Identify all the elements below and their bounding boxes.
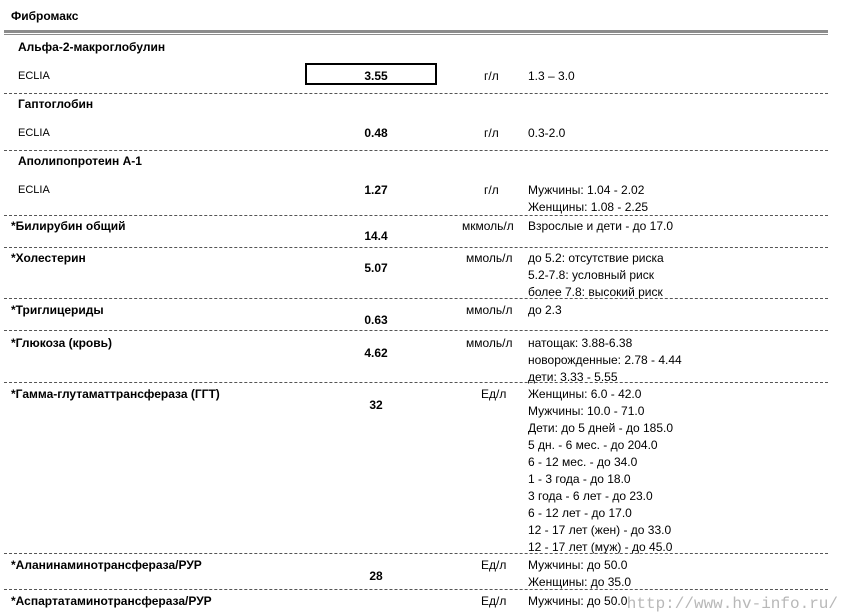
test-method: ECLIA xyxy=(18,127,50,139)
test-reference: Мужчины: 10.0 - 71.0 xyxy=(528,404,645,418)
test-value: 14.4 xyxy=(364,229,388,243)
row-separator xyxy=(4,215,828,216)
test-value: 28 xyxy=(369,569,383,583)
test-name: *Аспартатаминотрансфераза/РУР xyxy=(11,594,212,608)
test-name: *Триглицериды xyxy=(11,303,104,317)
test-method: ECLIA xyxy=(18,184,50,196)
watermark: http://www.hv-info.ru/ xyxy=(626,595,838,613)
report-title: Фибромакс xyxy=(11,9,79,23)
test-unit: ммоль/л xyxy=(466,303,513,317)
test-name: *Глюкоза (кровь) xyxy=(11,336,112,350)
row-separator xyxy=(4,93,828,94)
test-unit: ммоль/л xyxy=(466,336,513,350)
row-separator xyxy=(4,382,828,383)
test-reference: 5.2-7.8: условный риск xyxy=(528,268,654,282)
test-reference: новорожденные: 2.78 - 4.44 xyxy=(528,353,682,367)
row-separator xyxy=(4,150,828,151)
row-separator xyxy=(4,553,828,554)
row-separator xyxy=(4,330,828,331)
test-reference: 0.3-2.0 xyxy=(528,126,566,140)
row-separator xyxy=(4,589,828,590)
test-reference: 12 - 17 лет (муж) - до 45.0 xyxy=(528,540,673,554)
row-separator xyxy=(4,298,828,299)
test-reference: дети: 3.33 - 5.55 xyxy=(528,370,618,384)
test-reference: Дети: до 5 дней - до 185.0 xyxy=(528,421,673,435)
test-reference: 6 - 12 мес. - до 34.0 xyxy=(528,455,638,469)
test-unit: Ед/л xyxy=(481,558,507,572)
test-reference: более 7.8: высокий риск xyxy=(528,285,663,299)
test-reference: 5 дн. - 6 мес. - до 204.0 xyxy=(528,438,658,452)
test-value: 0.48 xyxy=(364,126,388,140)
test-reference: 3 года - 6 лет - до 23.0 xyxy=(528,489,653,503)
test-reference: 1 - 3 года - до 18.0 xyxy=(528,472,631,486)
test-value: 4.62 xyxy=(364,346,388,360)
test-reference: до 2.3 xyxy=(528,303,562,317)
test-value: 0.63 xyxy=(364,313,388,327)
test-value: 3.55 xyxy=(364,69,388,83)
test-reference: до 5.2: отсутствие риска xyxy=(528,251,664,265)
test-reference: Мужчины: 1.04 - 2.02 xyxy=(528,183,645,197)
test-unit: г/л xyxy=(484,126,499,140)
row-separator xyxy=(4,247,828,248)
test-name: *Гамма-глутаматтрансфераза (ГГТ) xyxy=(11,387,220,401)
header-rule-thin xyxy=(4,34,828,35)
header-rule xyxy=(4,30,828,33)
test-name: Альфа-2-макроглобулин xyxy=(18,40,166,54)
test-reference: Мужчины: до 50.0 xyxy=(528,558,628,572)
test-value: 32 xyxy=(369,398,383,412)
test-value: 1.27 xyxy=(364,183,388,197)
test-unit: г/л xyxy=(484,69,499,83)
test-reference: Мужчины: до 50.0 xyxy=(528,594,628,608)
test-method: ECLIA xyxy=(18,70,50,82)
test-reference: 12 - 17 лет (жен) - до 33.0 xyxy=(528,523,672,537)
test-unit: мкмоль/л xyxy=(462,219,514,233)
test-name: Аполипопротеин А-1 xyxy=(18,154,142,168)
test-reference: 1.3 – 3.0 xyxy=(528,69,575,83)
test-reference: Взрослые и дети - до 17.0 xyxy=(528,219,674,233)
test-unit: Ед/л xyxy=(481,387,507,401)
test-reference: Женщины: 6.0 - 42.0 xyxy=(528,387,642,401)
test-reference: 6 - 12 лет - до 17.0 xyxy=(528,506,632,520)
test-name: *Холестерин xyxy=(11,251,86,265)
test-name: *Билирубин общий xyxy=(11,219,126,233)
test-name: Гаптоглобин xyxy=(18,97,94,111)
test-unit: Ед/л xyxy=(481,594,507,608)
test-unit: г/л xyxy=(484,183,499,197)
test-reference: Женщины: до 35.0 xyxy=(528,575,632,589)
test-name: *Аланинаминотрансфераза/РУР xyxy=(11,558,202,572)
test-value: 5.07 xyxy=(364,261,388,275)
test-unit: ммоль/л xyxy=(466,251,513,265)
test-reference: Женщины: 1.08 - 2.25 xyxy=(528,200,649,214)
test-reference: натощак: 3.88-6.38 xyxy=(528,336,633,350)
